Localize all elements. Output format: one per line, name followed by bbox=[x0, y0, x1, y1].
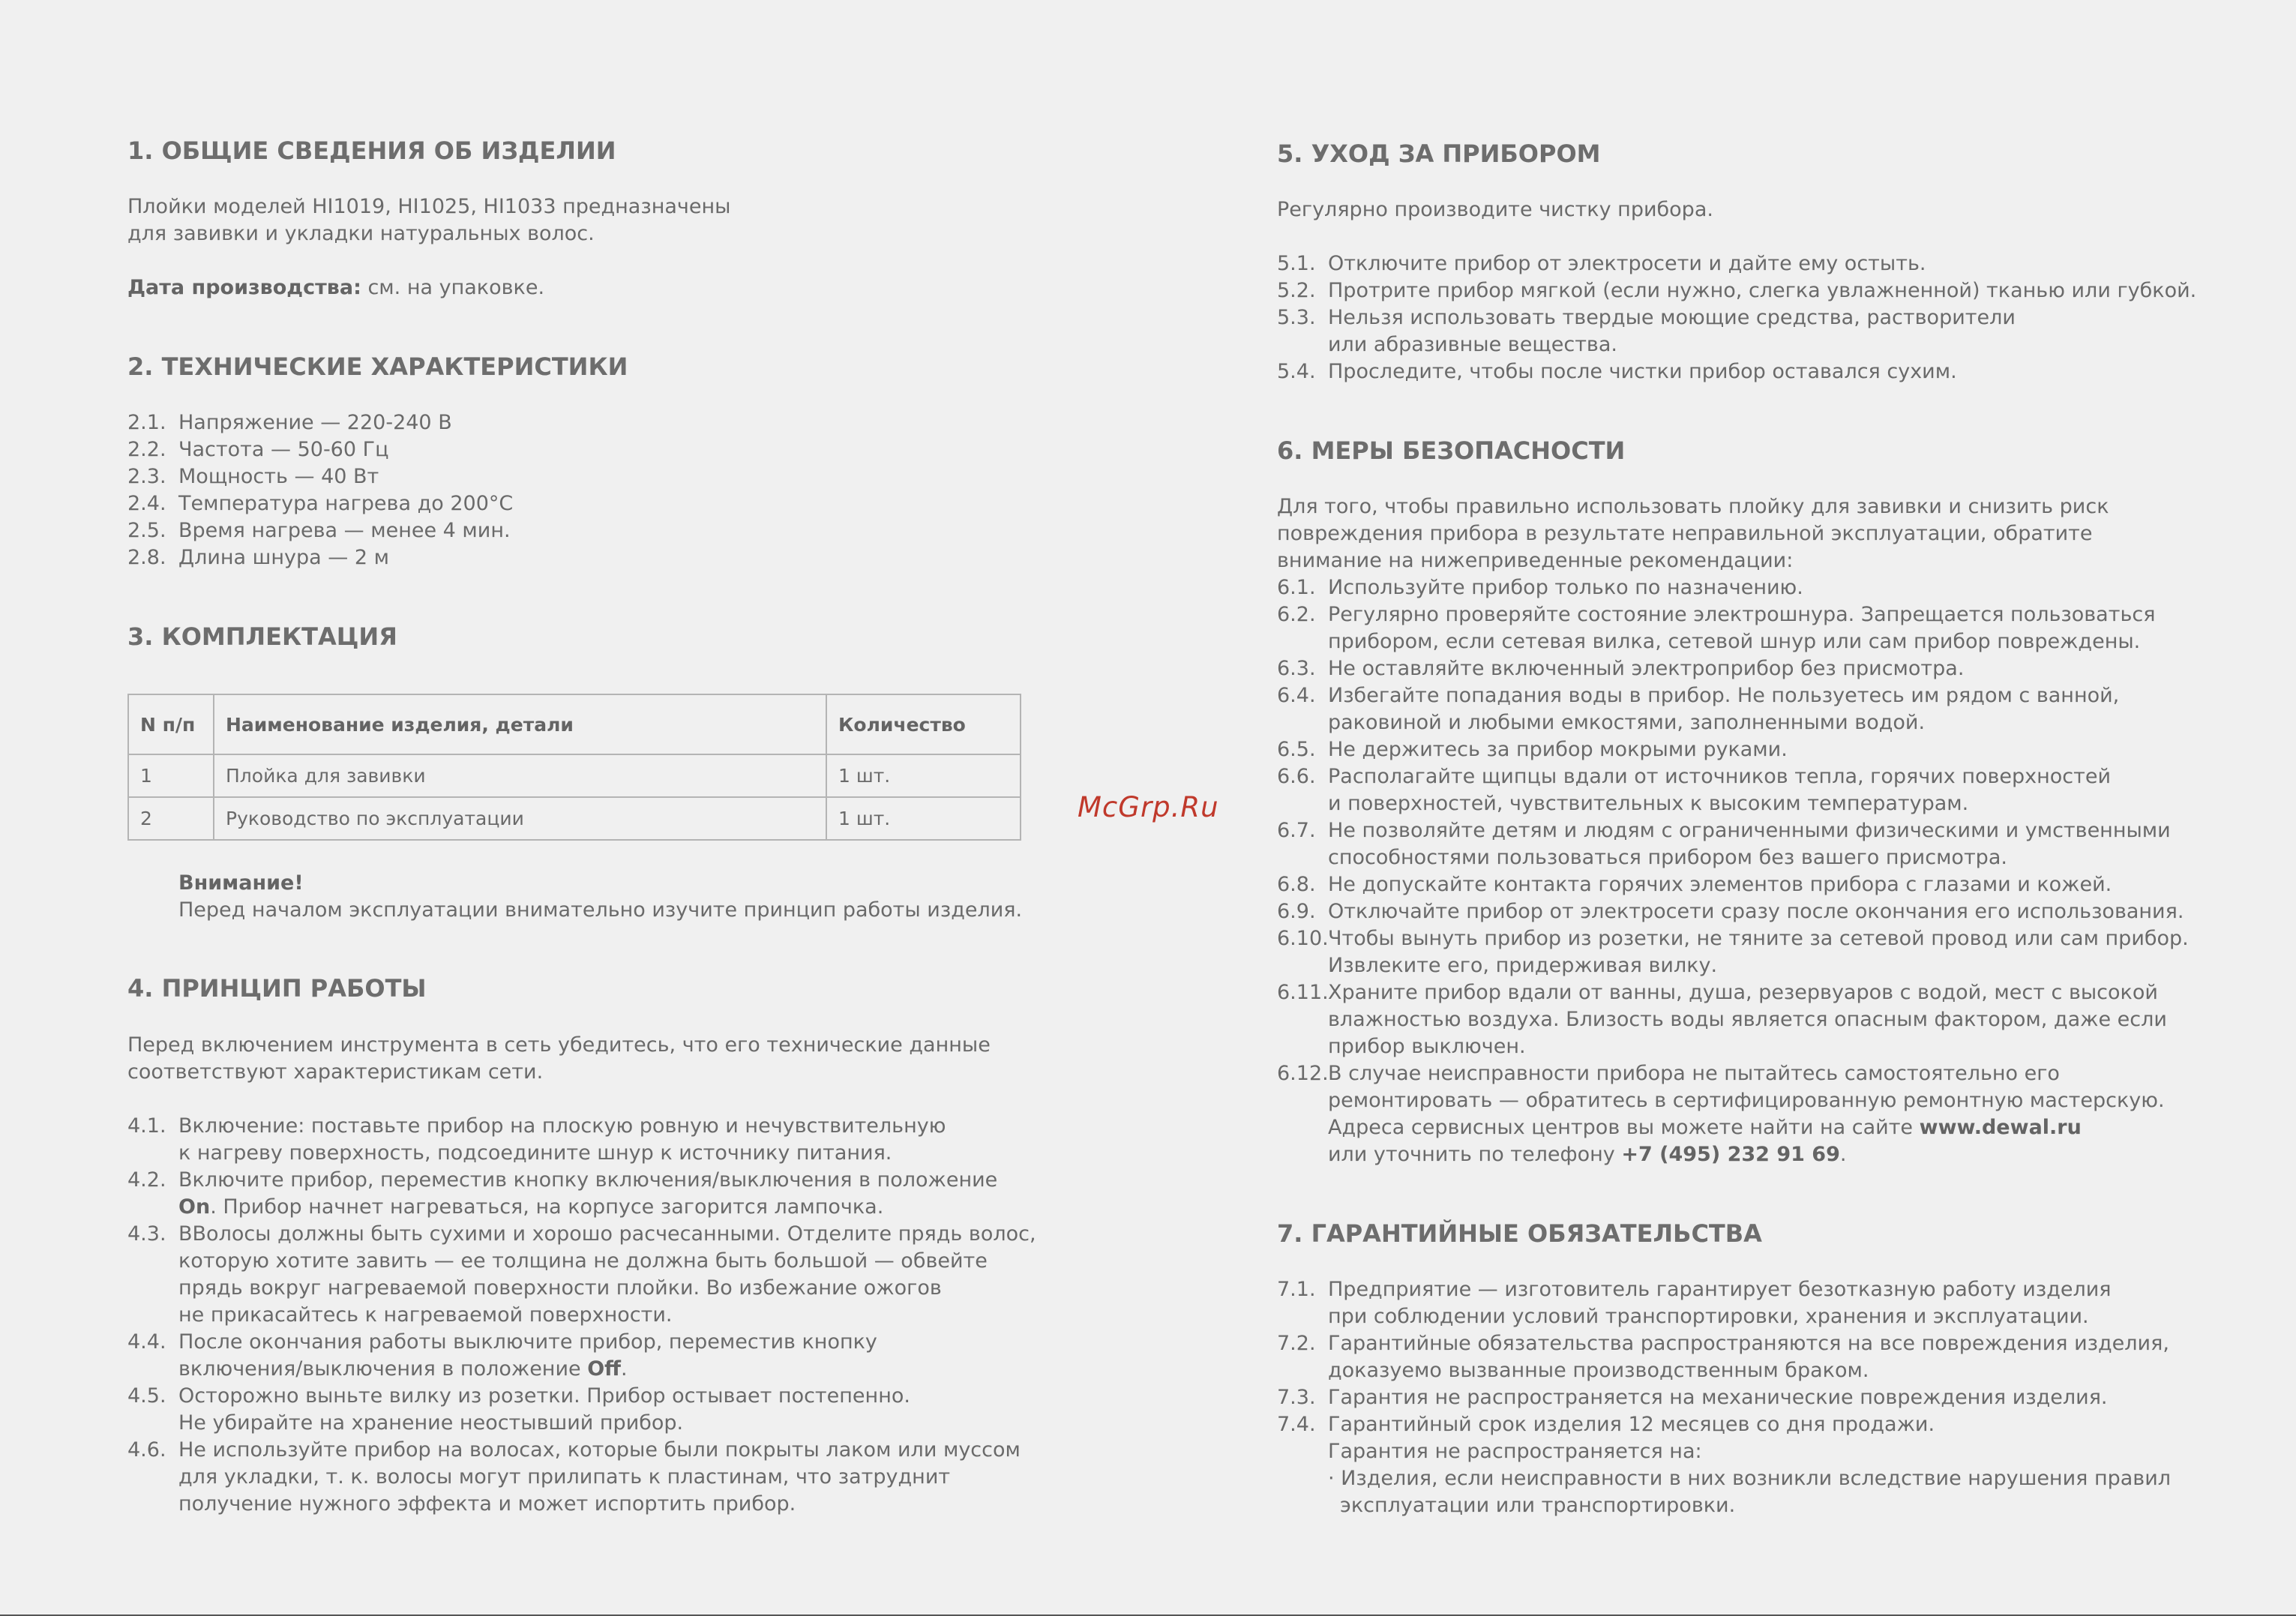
section-3-title: 3. КОМПЛЕКТАЦИЯ bbox=[127, 622, 397, 651]
list-item: 6.3. Не оставляйте включенный электроприбор без присмотра. bbox=[1277, 657, 1965, 680]
section-5-title: 5. УХОД ЗА ПРИБОРОМ bbox=[1277, 139, 1601, 168]
list-item: 5.3. Нельзя использовать твердые моющие средства, растворители или абразивные вещества. bbox=[1277, 306, 2016, 356]
table-cell: 1 шт. bbox=[826, 797, 1021, 840]
care-list bbox=[1277, 250, 2196, 385]
production-date-label: Дата производства: bbox=[127, 276, 361, 299]
section-7-title: 7. ГАРАНТИЙНЫЕ ОБЯЗАТЕЛЬСТВА bbox=[1277, 1219, 1762, 1248]
section-6-title: 6. МЕРЫ БЕЗОПАСНОСТИ bbox=[1277, 436, 1626, 465]
table-cell: 2 bbox=[128, 797, 214, 840]
list-item: 4.3. ВВолосы должны быть сухими и хорошо расчесанными. Отделите прядь волос, которую хотите завить — ее толщина не должна быть большой — обвейте прядь вокруг нагреваемой поверхности плойки. Во избежание ожогов не прикасайтесь к нагреваемой поверхности. bbox=[127, 1222, 1036, 1327]
table-row bbox=[128, 754, 1021, 797]
section-4-intro: Перед включением инструмента в сеть убедитесь, что его технические данные соответствуют характеристикам сети. bbox=[127, 1033, 991, 1084]
table-cell: Плойка для завивки bbox=[214, 754, 826, 797]
list-item: 2.5. Время нагрева — менее 4 мин. bbox=[127, 519, 511, 542]
list-item: 6.7. Не позволяйте детям и людям с ограниченными физическими и умственными способностями пользоваться прибором без вашего присмотра. bbox=[1277, 819, 2171, 869]
list-item: 6.9. Отключайте прибор от электросети сразу после окончания его использования. bbox=[1277, 900, 2184, 923]
table-header-row bbox=[128, 694, 1021, 754]
list-item: 6.6. Располагайте щипцы вдали от источников тепла, горячих поверхностей и поверхностей, чувствительных к высоким температурам. bbox=[1277, 765, 2112, 815]
list-item: 6.4. Избегайте попадания воды в прибор. Не пользуетесь им рядом с ванной, раковиной и любыми емкостями, заполненными водой. bbox=[1277, 684, 2120, 734]
list-item: 5.4. Проследите, чтобы после чистки прибор оставался сухим. bbox=[1277, 360, 1957, 383]
table-header: N п/п bbox=[128, 694, 214, 754]
table-header: Наименование изделия, детали bbox=[214, 694, 826, 754]
list-item: 2.2. Частота — 50-60 Гц bbox=[127, 438, 389, 461]
list-item: 4.5. Осторожно выньте вилку из розетки. Прибор остывает постепенно. Не убирайте на хранение неостывший прибор. bbox=[127, 1384, 910, 1435]
table-cell: 1 шт. bbox=[826, 754, 1021, 797]
list-item: 4.6. Не используйте прибор на волосах, которые были покрыты лаком или муссом для укладки, т. к. волосы могут прилипать к пластинам, что затруднит получение нужного эффекта и может испортить прибор. bbox=[127, 1438, 1021, 1516]
list-item: 2.3. Мощность — 40 Вт bbox=[127, 465, 379, 488]
contents-table bbox=[127, 694, 1021, 841]
list-item: 6.11. Храните прибор вдали от ванны, душа, резервуаров с водой, мест с высокой влажностью воздуха. Близость воды является опасным фактором, даже если прибор выключен. bbox=[1277, 981, 2167, 1058]
table-header: Количество bbox=[826, 694, 1021, 754]
section-5-intro: Регулярно производите чистку прибора. bbox=[1277, 198, 1713, 221]
list-item: 4.4. После окончания работы выключите прибор, переместив кнопку включения/выключения в положение Off. bbox=[127, 1330, 877, 1381]
production-date-value: см. на упаковке. bbox=[361, 276, 545, 299]
list-item: 7.1. Предприятие — изготовитель гарантирует безотказную работу изделия при соблюдении условий транспортировки, хранения и эксплуатации. bbox=[1277, 1278, 2112, 1328]
attention-title: Внимание! bbox=[178, 871, 304, 895]
list-item: 6.8. Не допускайте контакта горячих элементов прибора с глазами и кожей. bbox=[1277, 873, 2112, 896]
table-cell: 1 bbox=[128, 754, 214, 797]
production-date bbox=[127, 274, 544, 301]
attention-note bbox=[178, 870, 1022, 924]
table-cell: Руководство по эксплуатации bbox=[214, 797, 826, 840]
service-website-link: www.dewal.ru bbox=[1919, 1116, 2082, 1139]
intro-line: для завивки и укладки натуральных волос. bbox=[127, 222, 595, 245]
list-item: 2.8. Длина шнура — 2 м bbox=[127, 546, 389, 569]
table-row bbox=[128, 797, 1021, 840]
list-item: 6.1. Используйте прибор только по назначению. bbox=[1277, 576, 1803, 599]
attention-text: Перед началом эксплуатации внимательно изучите принцип работы изделия. bbox=[178, 898, 1023, 922]
service-phone: +7 (495) 232 91 69 bbox=[1621, 1143, 1840, 1166]
operation-list bbox=[127, 1113, 1036, 1518]
intro-line: Плойки моделей HI1019, HI1025, HI1033 предназначены bbox=[127, 195, 731, 218]
list-item: 2.4. Температура нагрева до 200°C bbox=[127, 492, 514, 515]
section-4-title: 4. ПРИНЦИП РАБОТЫ bbox=[127, 974, 427, 1003]
warranty-list bbox=[1277, 1276, 2171, 1519]
list-item: 7.4. Гарантийный срок изделия 12 месяцев со дня продажи. Гарантия не распространяется на: · Изделия, если неисправности в них возникли вследствие нарушения правил эксплуатации или транспортировки. bbox=[1277, 1413, 2172, 1517]
list-item: 6.12. В случае неисправности прибора не пытайтесь самостоятельно его ремонтировать — обратитесь в сертифицированную ремонтную мастерскую. Адреса сервисных центров вы можете найти на сайте www.dewal.ru или уточнить по телефону +7 (495) 232 91 69. bbox=[1277, 1062, 2165, 1166]
watermark-text: McGrp.Ru bbox=[1078, 791, 1219, 823]
section-1-title: 1. ОБЩИЕ СВЕДЕНИЯ ОБ ИЗДЕЛИИ bbox=[127, 136, 616, 165]
list-item: 2.1. Напряжение — 220-240 В bbox=[127, 411, 452, 434]
list-item: 4.2. Включите прибор, переместив кнопку включения/выключения в положение On. Прибор начнет нагреваться, на корпусе загорится лампочка. bbox=[127, 1168, 998, 1219]
section-1-intro bbox=[127, 193, 730, 247]
list-item: 5.2. Протрите прибор мягкой (если нужно, слегка увлажненной) тканью или губкой. bbox=[1277, 279, 2197, 302]
list-item: 7.2. Гарантийные обязательства распространяются на все повреждения изделия, доказуемо вызванные производственным браком. bbox=[1277, 1332, 2169, 1382]
list-item: 7.3. Гарантия не распространяется на механические повреждения изделия. bbox=[1277, 1386, 2108, 1409]
list-item: 4.1. Включение: поставьте прибор на плоскую ровную и нечувствительную к нагреву поверхность, подсоедините шнур к источнику питания. bbox=[127, 1114, 946, 1165]
list-item: 6.5. Не держитесь за прибор мокрыми руками. bbox=[1277, 738, 1788, 761]
safety-list bbox=[1277, 574, 2189, 1168]
list-item: 5.1. Отключите прибор от электросети и дайте ему остыть. bbox=[1277, 252, 1926, 275]
section-2-title: 2. ТЕХНИЧЕСКИЕ ХАРАКТЕРИСТИКИ bbox=[127, 352, 628, 381]
list-item: 6.2. Регулярно проверяйте состояние электрошнура. Запрещается пользоваться прибором, если сетевая вилка, сетевой шнур или сам прибор повреждены. bbox=[1277, 603, 2156, 653]
section-6-intro: Для того, чтобы правильно использовать плойку для завивки и снизить риск повреждения прибора в результате неправильной эксплуатации, обратите внимание на нижеприведенные рекомендации: bbox=[1277, 495, 2109, 572]
list-item: 6.10. Чтобы вынуть прибор из розетки, не тяните за сетевой провод или сам прибор. Извлеките его, придерживая вилку. bbox=[1277, 927, 2189, 977]
specs-list bbox=[127, 409, 513, 571]
